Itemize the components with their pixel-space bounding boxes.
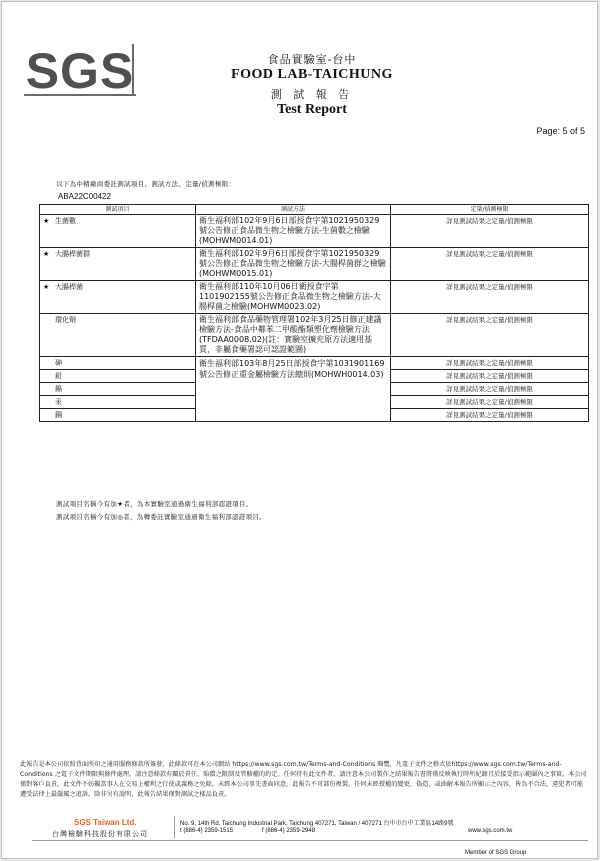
detection-limit: 詳見測試結果之定量/偵測極限 [391, 370, 589, 383]
lab-title-zh: 食品實驗室-台中 [267, 53, 357, 66]
report-title-en: Test Report [277, 102, 347, 117]
table-header-row [40, 205, 589, 215]
footer-telephone: t (886-4) 2359-1515 [180, 828, 234, 834]
table-row [40, 314, 589, 357]
footer-company-en: SGS Taiwan Ltd. [74, 818, 137, 827]
header-test-method: 測試方法 [196, 205, 391, 215]
header-detection-limit: 定量/偵測極限 [391, 205, 589, 215]
test-item-name: 環化劑 [55, 316, 76, 324]
detection-limit: 詳見測試結果之定量/偵測極限 [391, 383, 589, 396]
report-title-zh: 測 試 報 告 [270, 88, 354, 101]
report-page [1, 1, 598, 859]
table-row [40, 281, 589, 314]
metals-test-method: 衛生福利部103年8月25日部授食字第1031901169號公告修正重金屬檢驗方法總則(MOHWH0014.03) [196, 357, 391, 422]
footer-fax: f (886-4) 2359-2948 [262, 828, 316, 834]
table-row [40, 215, 589, 248]
note-subcontracted: 測試項目名稱今有加◎者，為轉委託實驗室通過衛生福利部認證項目。 [56, 513, 266, 521]
test-method: 衛生福利部食品藥物管理署102年3月25日修正建議檢驗方法-食品中鄰苯二甲酸酯類塑化劑檢驗方法(TFDAA0008.02)(註：實驗室擴充原方法適用基質，非屬食藥署認可認證範圍) [196, 314, 391, 357]
test-item-name: 砷 [55, 359, 62, 367]
accredited-star-icon: ★ [43, 250, 50, 258]
detection-limit: 詳見測試結果之定量/偵測極限 [391, 396, 589, 409]
detection-limit: 詳見測試結果之定量/偵測極限 [391, 281, 589, 314]
test-method: 衛生福利部102年9月6日部授食字第1021950329號公告修正食品微生物之檢驗方法-生菌數之檢驗(MOHWM0014.01) [196, 215, 391, 248]
intro-text: 以下為中精廠商委託測試項目、測試方法、定量/偵測極限： [56, 180, 236, 188]
table-row [40, 248, 589, 281]
test-item-name: 銅 [55, 411, 62, 419]
test-item-name: 鉛 [55, 372, 62, 380]
detection-limit: 詳見測試結果之定量/偵測極限 [391, 215, 589, 248]
footer-divider [32, 840, 588, 841]
footer-member: Member of SGS Group [465, 850, 527, 856]
footer-address: No. 9, 14th Rd. Taichung Industrial Park, Taichung 407271, Taiwan / 407271 台中市台中工業區14路9號 [180, 821, 454, 827]
test-item-name: 大腸桿菌 [55, 283, 83, 291]
detection-limit: 詳見測試結果之定量/偵測極限 [391, 314, 589, 357]
test-item-name: 生菌數 [55, 217, 76, 225]
accredited-star-icon: ★ [43, 217, 50, 225]
note-accredited: 測試項目名稱今有加★者，為本實驗室通過衛生福利部認證項目。 [56, 500, 253, 508]
footer-separator [174, 816, 175, 838]
test-methods-table [39, 204, 589, 422]
test-item-name: 汞 [55, 398, 62, 406]
lab-title-en: FOOD LAB-TAICHUNG [231, 67, 393, 82]
test-method: 衛生福利部102年9月6日部授食字第1021950329號公告修正食品微生物之檢驗方法-大腸桿菌群之檢驗(MOHWM0015.01) [196, 248, 391, 281]
footer-company-zh: 台灣檢驗科技股份有限公司 [52, 830, 148, 838]
report-number: ABA22C00422 [58, 192, 111, 201]
detection-limit: 詳見測試結果之定量/偵測極限 [391, 409, 589, 422]
test-item-name: 大腸桿菌群 [55, 250, 90, 258]
detection-limit: 詳見測試結果之定量/偵測極限 [391, 357, 589, 370]
header-test-item: 測試項目 [40, 205, 196, 215]
disclaimer-text: 此報告是本公司依照背面所印之通用服務條款所簽發，此條款可在本公司網站 https://www.sgs.com.tw/Terms-and-Conditions 閱覽，凡電子文件之格式依https://www.sgs.com.tw/Terms-and-Conditions 之電子文件期限與條件處理。請注意條款有關於責任、賠償之限制及管轄權的約定。任何持有此文件者，請注意本公司製作之結果報告書將僅反映執行時所紀錄且於接受指示範圍內之事實。本公司僅對客戶負責，此文件不妨礙當事人在交易上權利之行使或義務之免除。未經本公司事先書面同意，此報告不可部份複製。任何未經授權的變更、偽造、或曲解本報告所顯示之內容，皆為不合法，違犯者可能遭受法律上最嚴厲之追訴。除非另有說明，此報告結果僅對測試之樣品負責。 [20, 761, 587, 798]
footer-website: www.sgs.com.tw [468, 828, 513, 834]
test-method: 衛生福利部110年10月06日衛授食字第1101902155號公告修正食品微生物之檢驗方法-大腸桿菌之檢驗(MOHWM0023.02) [196, 281, 391, 314]
table-row [40, 357, 589, 370]
accredited-star-icon: ★ [43, 283, 50, 291]
test-item-name: 鎘 [55, 385, 62, 393]
sgs-logo: SGS [25, 43, 135, 99]
page-number: Page: 5 of 5 [536, 126, 585, 136]
detection-limit: 詳見測試結果之定量/偵測極限 [391, 248, 589, 281]
